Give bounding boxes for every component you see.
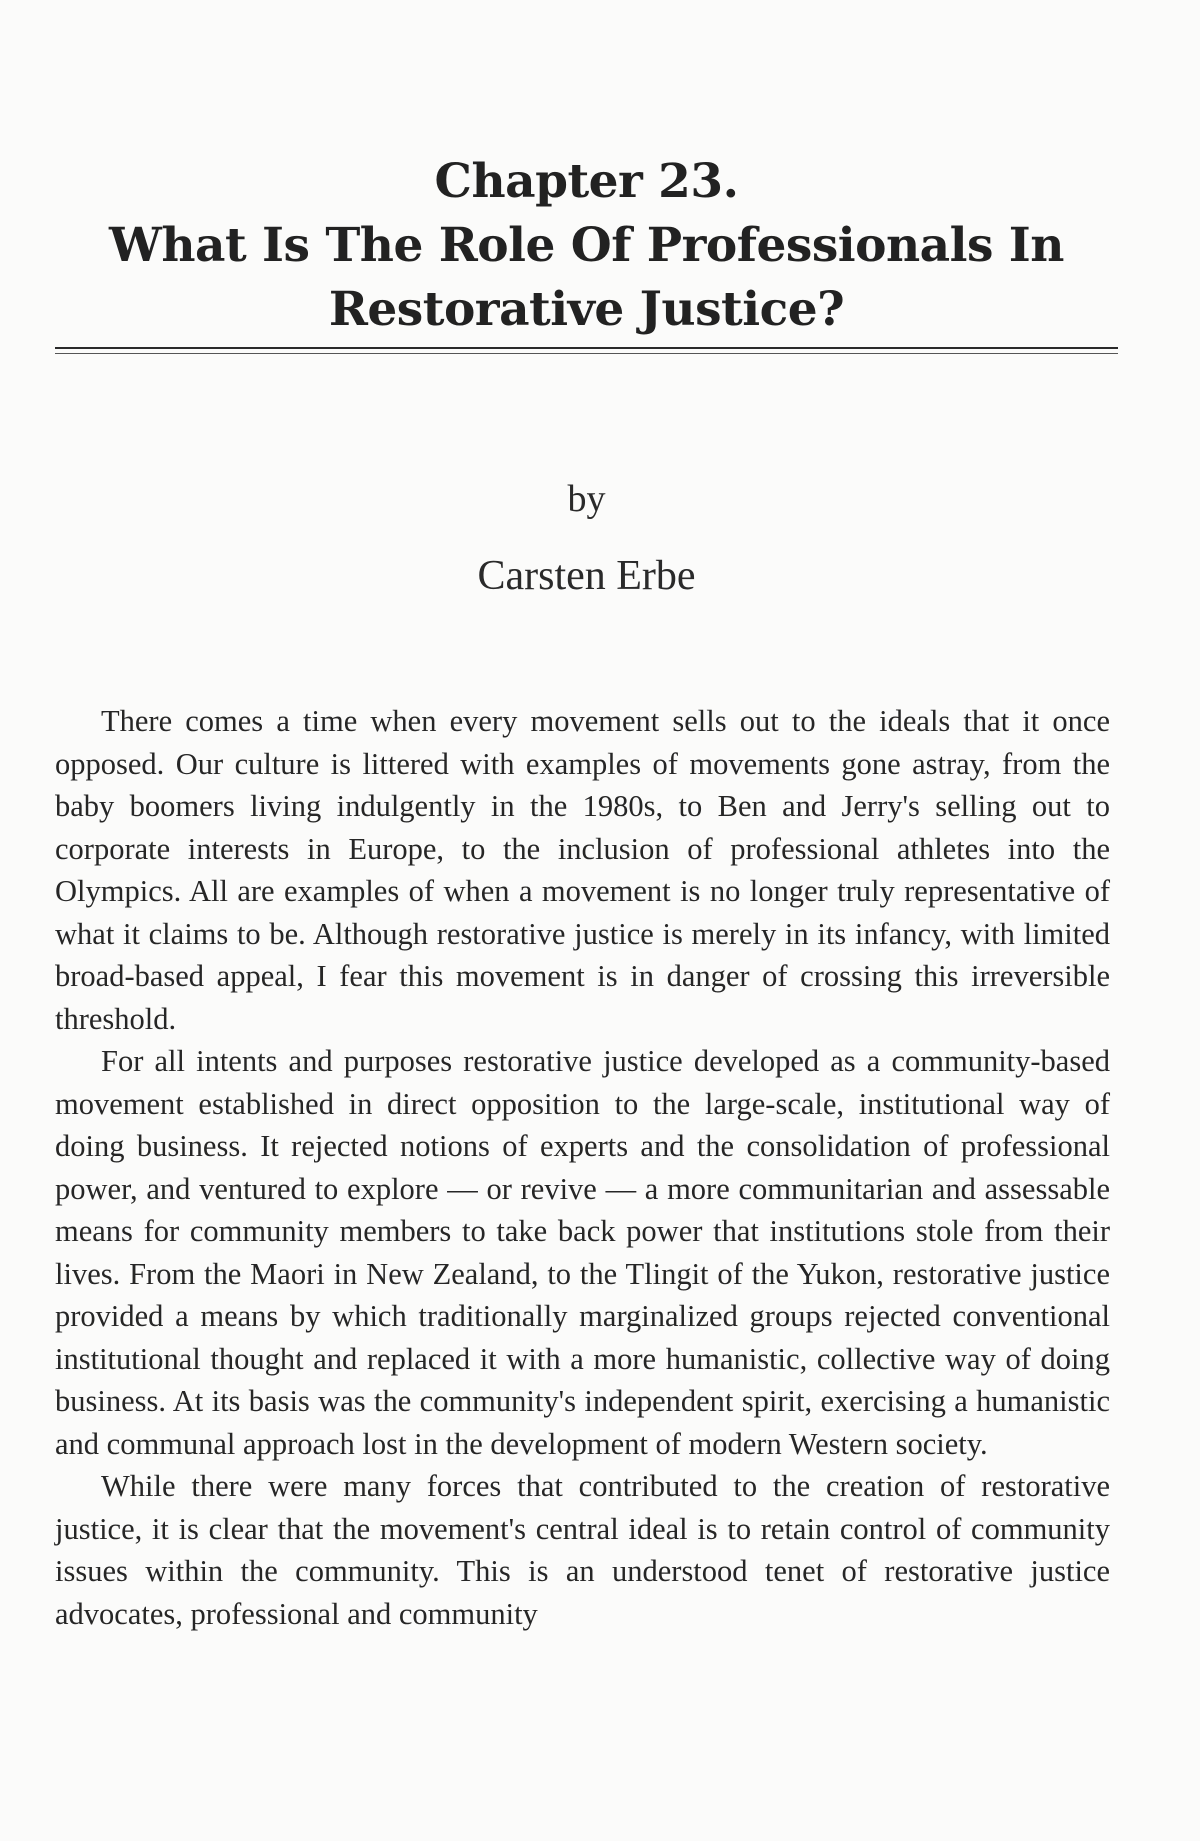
chapter-title-line: What Is The Role Of Professionals In	[109, 218, 1064, 273]
author-name: Carsten Erbe	[477, 553, 696, 599]
byline: by	[567, 478, 606, 520]
paragraph: There comes a time when every movement sells out to the ideals that it once opposed. Our culture is littered with examples of movements gone astray, from the baby boomers living indulgently in the 1980s, to Ben and Jerry's selling out to corporate interests in Europe, to the inclusion of professional athletes into the Olympics. All are examples of when a movement is no longer truly representative of what it claims to be. Although restorative justice is merely in its infancy, with limited broad-based appeal, I fear this movement is in danger of crossing this irreversible threshold.	[55, 704, 1110, 1036]
chapter-title-line: Restorative Justice?	[328, 282, 845, 337]
chapter-number: Chapter 23.	[434, 154, 739, 209]
heading-divider-thin	[55, 353, 1118, 354]
chapter-body	[55, 700, 1110, 1635]
heading-divider	[55, 347, 1118, 349]
chapter-heading	[55, 150, 1118, 342]
paragraph: While there were many forces that contributed to the creation of restorative justice, it is clear that the movement's central ideal is to retain control of community issues within the community. This is an understood tenet of restorative justice advocates, professional and community	[55, 1469, 1110, 1631]
paragraph: For all intents and purposes restorative justice developed as a community-based movement established in direct opposition to the large-scale, institutional way of doing business. It rejected notions of experts and the consolidation of professional power, and ventured to explore — or revive — a more communitarian and assessable means for community members to take back power that institutions stole from their lives. From the Maori in New Zealand, to the Tlingit of the Yukon, restorative justice provided a means by which traditionally marginalized groups rejected conventional institutional thought and replaced it with a more humanistic, collective way of doing business. At its basis was the community's independent spirit, exercising a humanistic and communal approach lost in the development of modern Western society.	[55, 1044, 1110, 1461]
